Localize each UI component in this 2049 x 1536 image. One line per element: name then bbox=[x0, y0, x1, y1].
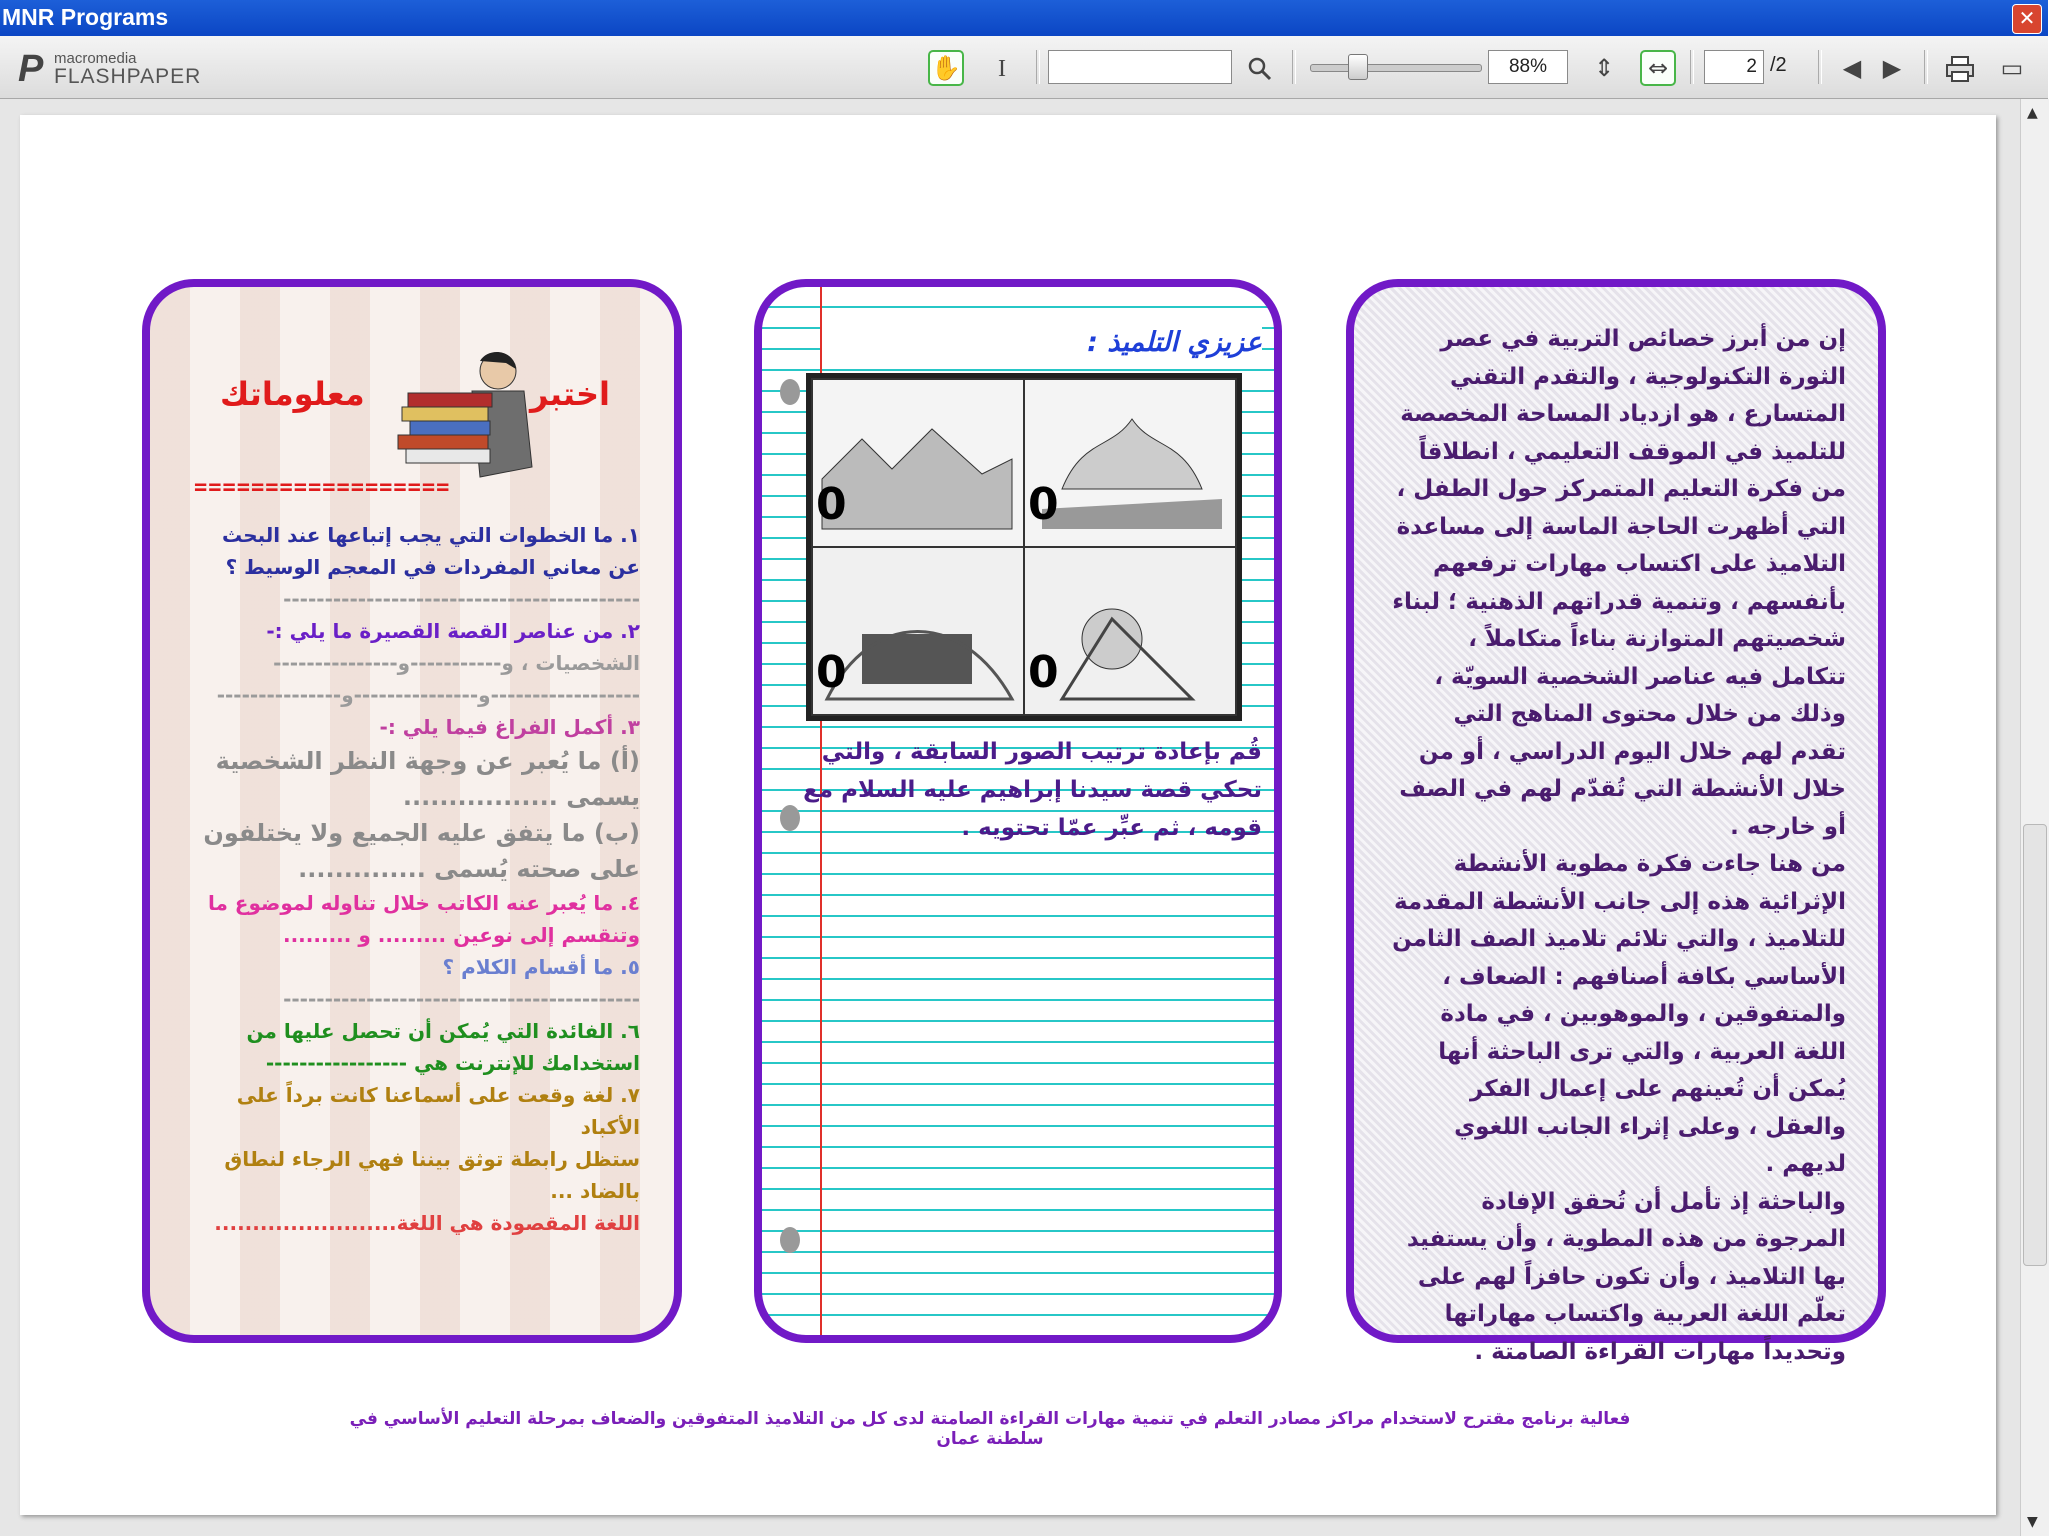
quiz-item: ٢. من عناصر القصة القصيرة ما يلي :- bbox=[266, 619, 640, 643]
binder-hole bbox=[780, 379, 800, 405]
quiz-item: الشخصيات ، و-----------و--------------- bbox=[273, 651, 640, 675]
picture-label: 0 bbox=[1028, 647, 1059, 698]
page-number-field[interactable]: 2 bbox=[1704, 50, 1764, 84]
fit-width-button[interactable] bbox=[1640, 50, 1676, 86]
intro-paragraph: إن من أبرز خصائص التربية في عصر الثورة التكنولوجية ، والتقدم التقني المتسارع ، هو ازدياد المساحة المخصصة للتلميذ في الموقف التعليمي ، انطلاقاً من فكرة التعليم المتمركز حول الطفل ، التي أظهرت الحاجة الماسة إلى مساعدة التلاميذ على اكتساب مهارات ترفعهم بأنفسهم ، وتنمية قدراتهم الذهنية ؛ لبناء شخصيتهم المتوازنة بناءاً متكاملاً ، تتكامل فيه عناصر الشخصية السويّة ، وذلك من خلال محتوى المناهج التي تقدم لهم خلال اليوم الدراسي ، أو من خلال الأنشطة التي تُقدّم لهم في الصف أو خارجه . bbox=[1392, 326, 1846, 840]
toolbar-separator bbox=[1292, 50, 1296, 84]
search-button[interactable] bbox=[1242, 50, 1278, 86]
vertical-scrollbar[interactable] bbox=[2020, 99, 2049, 1536]
scroll-up-icon[interactable]: ▲ bbox=[2027, 105, 2038, 121]
text-select-button[interactable] bbox=[984, 50, 1020, 86]
quiz-item: اللغة المقصودة هي اللغة........................ bbox=[214, 1211, 640, 1235]
activity-heading: عزيزي التلميذ : bbox=[822, 327, 1262, 358]
next-page-button[interactable] bbox=[1874, 50, 1910, 86]
scrollbar-thumb[interactable] bbox=[2023, 824, 2047, 1266]
quiz-item: ١. ما الخطوات التي يجب إتباعها عند البحث عن معاني المفردات في المعجم الوسيط ؟ bbox=[222, 523, 640, 579]
quiz-item: ٤. ما يُعبر عنه الكاتب خلال تناوله لموضوع ما وتنقسم إلى نوعين ......... و ......... bbox=[207, 891, 640, 947]
hand-icon: ✋ bbox=[931, 54, 961, 82]
menu-button[interactable] bbox=[1994, 50, 2030, 86]
prev-page-button[interactable] bbox=[1834, 50, 1870, 86]
intro-paragraph: والباحثة إذ تأمل أن تُحقق الإفادة المرجوة من هذه المطوية ، وأن يستفيد بها التلاميذ ، وأن تكون حافزاً لهم على تعلّم اللغة العربية واكتساب مهاراتها وتحديداً مهارات القراءة الصامتة . bbox=[1406, 1188, 1846, 1365]
intro-text bbox=[1392, 321, 1846, 1371]
activity-instruction: قُم بإعادة ترتيب الصور السابقة ، والتي تحكي قصة سيدنا إبراهيم عليه السلام مع قومه ، ثم عبِّر عمّا تحتويه . bbox=[803, 739, 1262, 841]
picture-label: 0 bbox=[816, 647, 847, 698]
picture-label: 0 bbox=[1028, 479, 1059, 530]
zoom-slider-thumb[interactable] bbox=[1348, 54, 1368, 80]
document-viewer bbox=[0, 99, 2020, 1536]
arrow-right-icon: ▶ bbox=[1882, 54, 1902, 82]
title-divider: ================== bbox=[194, 475, 451, 500]
toolbar-separator bbox=[1036, 50, 1040, 84]
quiz-questions bbox=[184, 519, 640, 1239]
fit-height-icon: ⇕ bbox=[1593, 54, 1615, 82]
answer-line: ------------------و---------------و--------------- bbox=[216, 683, 640, 707]
scroll-down-icon[interactable]: ▼ bbox=[2027, 1514, 2038, 1530]
toolbar-separator bbox=[1690, 50, 1694, 84]
close-icon[interactable]: ✕ bbox=[2012, 4, 2042, 34]
intro-paragraph: من هنا جاءت فكرة مطوية الأنشطة الإثرائية هذه إلى جانب الأنشطة المقدمة للتلاميذ ، والتي تلائم تلاميذ الصف الثامن الأساسي بكافة أصنافهم : الضعاف ، والمتفوقين ، والموهوبين ، في مادة اللغة العربية ، والتي ترى الباحثة أنها يُمكن أن تُعينهم على إعمال الفكر والعقل ، وعلى إثراء الجانب اللغوي لديهم . bbox=[1392, 851, 1846, 1177]
toolbar bbox=[0, 36, 2048, 99]
quiz-panel bbox=[142, 279, 682, 1343]
print-button[interactable] bbox=[1942, 50, 1978, 86]
intro-panel bbox=[1346, 279, 1886, 1365]
zoom-slider[interactable] bbox=[1310, 64, 1482, 72]
quiz-title-part1: اختبر bbox=[529, 375, 610, 413]
window-icon: ▭ bbox=[2000, 54, 2024, 82]
logo-mark: P bbox=[18, 48, 44, 90]
picture-label: 0 bbox=[816, 479, 847, 530]
text-cursor-icon: I bbox=[998, 56, 1006, 82]
search-icon bbox=[1247, 56, 1273, 82]
answer-line: ------------------------------------------- bbox=[283, 587, 640, 611]
toolbar-separator bbox=[1924, 50, 1928, 84]
boy-with-books-illustration bbox=[388, 347, 548, 487]
page-total: /2 bbox=[1770, 54, 1787, 76]
hand-tool-button[interactable] bbox=[928, 50, 964, 86]
quiz-item: ٦. الفائدة التي يُمكن أن تحصل عليها من استخدامك للإنترنت هي ----------------- bbox=[246, 1019, 640, 1075]
document-page bbox=[20, 115, 1996, 1515]
fit-height-button[interactable] bbox=[1586, 50, 1622, 86]
answer-line: ------------------------------------------- bbox=[283, 987, 640, 1011]
window-title: MNR Programs bbox=[2, 4, 169, 30]
printer-icon bbox=[1945, 55, 1975, 83]
logo-line2: FLASHPAPER bbox=[54, 65, 202, 88]
picture-activity-panel bbox=[754, 279, 1282, 1343]
binder-hole bbox=[780, 805, 800, 831]
quiz-item: ٣. أكمل الفراغ فيما يلي :- bbox=[379, 715, 640, 739]
quiz-item: (ب) ما يتفق عليه الجميع ولا يختلفون على صحته يُسمى .............. bbox=[203, 819, 640, 883]
fit-width-icon: ⇔ bbox=[1647, 54, 1669, 82]
search-input[interactable] bbox=[1048, 50, 1232, 84]
toolbar-separator bbox=[1818, 50, 1822, 84]
logo-line1: macromedia bbox=[54, 50, 137, 67]
quiz-item: ٧. لغة وقعت على أسماعنا كانت برداً على الأكباد bbox=[236, 1083, 640, 1139]
picture-grid bbox=[806, 373, 1242, 721]
quiz-title-part2: معلوماتك bbox=[220, 375, 365, 413]
binder-hole bbox=[780, 1227, 800, 1253]
page-footer: فعالية برنامج مقترح لاستخدام مراكز مصادر التعلم في تنمية مهارات القراءة الصامتة لدى كل من التلاميذ المتفوقين والضعاف بمرحلة التعليم الأساسي في سلطنة عمان bbox=[349, 1409, 1631, 1449]
story-pictures bbox=[812, 379, 1236, 715]
quiz-item: ستظل رابطة توثق بيننا فهي الرجاء لنطاق بالضاد ... bbox=[224, 1147, 640, 1203]
quiz-item: ٥. ما أقسام الكلام ؟ bbox=[442, 955, 640, 979]
arrow-left-icon: ◀ bbox=[1842, 54, 1862, 82]
zoom-field[interactable]: 88% bbox=[1488, 50, 1568, 84]
quiz-item: (أ) ما يُعبر عن وجهة النظر الشخصية يسمى ................. bbox=[215, 747, 640, 811]
window-titlebar bbox=[0, 0, 2048, 36]
